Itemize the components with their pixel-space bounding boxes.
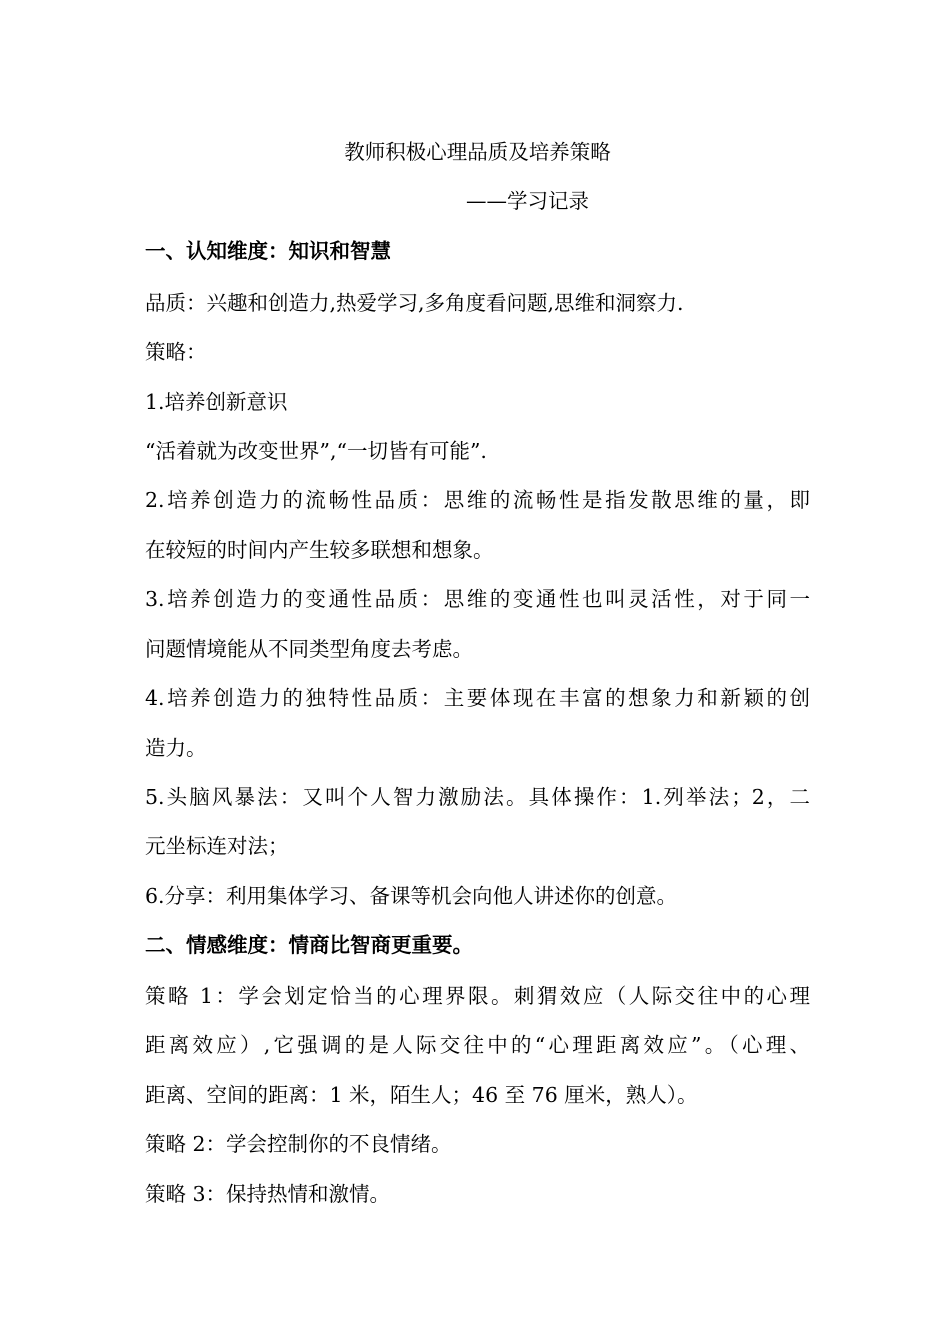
section2-strategy3: 策略 3：保持热情和激情。	[145, 1182, 391, 1206]
section1-quality: 品质：兴趣和创造力,热爱学习,多角度看问题,思维和洞察力.	[145, 291, 684, 315]
section1-item1-quote: “活着就为改变世界”,“一切皆有可能”.	[145, 439, 487, 463]
section1-item4-line2: 造力。	[145, 736, 207, 760]
document-title: 教师积极心理品质及培养策略	[344, 140, 611, 164]
section1-strategy-label: 策略：	[145, 340, 207, 364]
section1-item2-line1: 2.培养创造力的流畅性品质：思维的流畅性是指发散思维的量，即	[145, 488, 810, 512]
section1-heading: 一、认知维度：知识和智慧	[145, 239, 391, 263]
document-subtitle: ——学习记录	[466, 189, 589, 213]
section2-strategy1-line1: 策略 1：学会划定恰当的心理界限。刺猬效应（人际交往中的心理	[145, 984, 810, 1008]
section1-item3-line1: 3.培养创造力的变通性品质：思维的变通性也叫灵活性，对于同一	[145, 587, 810, 611]
section1-item3-line2: 问题情境能从不同类型角度去考虑。	[145, 637, 473, 661]
section2-heading: 二、情感维度：情商比智商更重要。	[145, 933, 473, 957]
section2-strategy2: 策略 2：学会控制你的不良情绪。	[145, 1132, 452, 1156]
section2-strategy1-line2: 距离效应）,它强调的是人际交往中的“心理距离效应”。（心理、	[145, 1033, 810, 1057]
section1-item6: 6.分享：利用集体学习、备课等机会向他人讲述你的创意。	[145, 884, 678, 908]
section1-item5-line1: 5.头脑风暴法：又叫个人智力激励法。具体操作：1.列举法；2，二	[145, 785, 810, 809]
section1-item1: 1.培养创新意识	[145, 390, 288, 414]
section1-item2-line2: 在较短的时间内产生较多联想和想象。	[145, 538, 494, 562]
section1-item5-line2: 元坐标连对法；	[145, 834, 289, 858]
section1-item4-line1: 4.培养创造力的独特性品质：主要体现在丰富的想象力和新颖的创	[145, 686, 810, 710]
section2-strategy1-line3: 距离、空间的距离：1 米，陌生人；46 至 76 厘米，熟人）。	[145, 1083, 698, 1107]
